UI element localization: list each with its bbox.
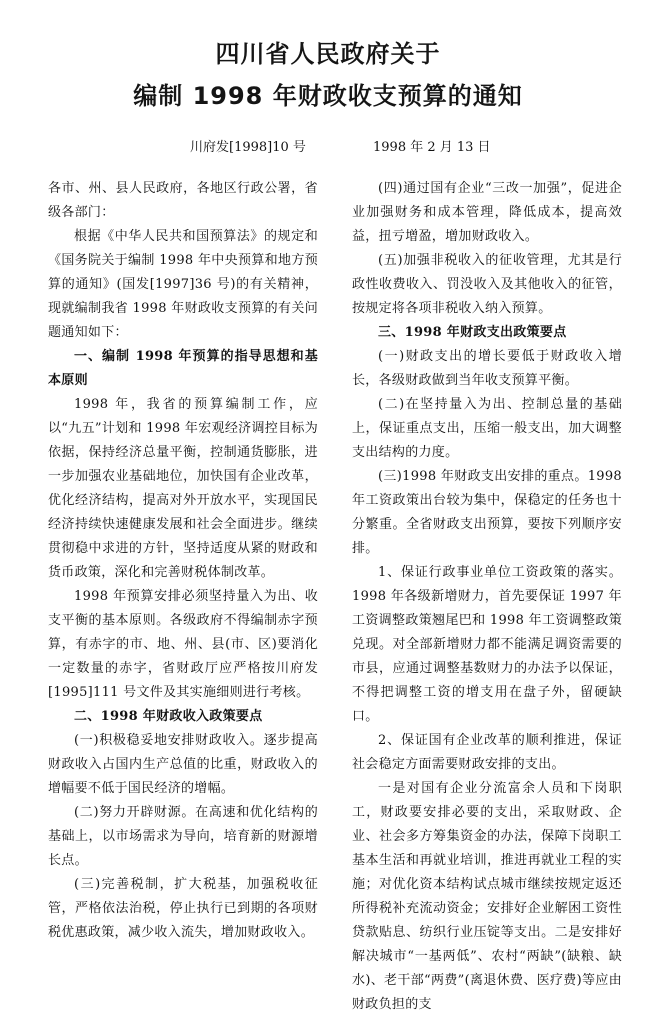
paragraph: 2、保证国有企业改革的顺利推进，保证社会稳定方面需要财政安排的支出。 xyxy=(352,733,622,772)
paragraph: (四)通过国有企业“三改一加强”，促进企业加强财务和成本管理，降低成本，提高效益，扭亏增盈，增加财政收入。 xyxy=(352,181,622,244)
paragraph: (三)完善税制，扩大税基，加强税收征管，严格依法治税，停止执行已到期的各项财税优惠政策，减少收入流失，增加财政收入。 xyxy=(48,877,318,940)
paragraph: 二、1998 年财政收入政策要点 xyxy=(74,709,263,724)
paragraph: (一)积极稳妥地安排财政收入。逐步提高财政收入占国内生产总值的比重，财政收入的增幅要不低于国民经济的增幅。 xyxy=(48,733,318,796)
paragraph: 三、1998 年财政支出政策要点 xyxy=(378,325,567,340)
paragraph: 1、保证行政事业单位工资政策的落实。1998 年各级新增财力，首先要保证 1997 年工资调整政策翘尾巴和 1998 年工资调整政策兑现。对全部新增财力都不能满足调资需要的市县，应通过调整基数财力的办法予以保证，不得把调整工资的增支用在盘子外，留硬缺口。 xyxy=(352,565,622,724)
paragraph: 一、编制 1998 年预算的指导思想和基本原则 xyxy=(48,349,318,388)
document-date: 1998 年 2 月 13 日 xyxy=(373,140,491,155)
paragraph: (二)努力开辟财源。在高速和优化结构的基础上，以市场需求为导向，培育新的财源增长点。 xyxy=(48,805,318,868)
right-column xyxy=(352,177,622,1017)
left-column xyxy=(48,177,318,945)
paragraph: 根据《中华人民共和国预算法》的规定和《国务院关于编制 1998 年中央预算和地方预算的通知》(国发[1997]36 号)的有关精神，现就编制我省 1998 年财政收支预算的有关问题通知如下： xyxy=(48,229,318,340)
document-number: 川府发[1998]10 号 xyxy=(190,140,306,155)
paragraph: (五)加强非税收入的征收管理，尤其是行政性收费收入、罚没收入及其他收入的征管，按规定将各项非税收入纳入预算。 xyxy=(352,253,622,316)
paragraph: 一是对国有企业分流富余人员和下岗职工，财政要安排必要的支出，采取财政、企业、社会多方筹集资金的办法，保障下岗职工基本生活和再就业培训，推进再就业工程的实施；对优化资本结构试点城市继续按规定返还所得税补充流动资金；安排好企业解困工资性贷款贴息、纺织行业压锭等支出。二是安排好解决城市“一基两低”、农村“两缺”(缺粮、缺水)、老干部“两费”(离退休费、医疗费)等应由财政负担的支 xyxy=(352,781,622,1012)
paragraph: 1998 年，我省的预算编制工作，应以“九五”计划和 1998 年宏观经济调控目标为依据，保持经济总量平衡，控制通货膨胀，进一步加强农业基础地位，加快国有企业改革，优化经济结构，提高对外开放水平，实现国民经济持续快速健康发展和社会全面进步。继续贯彻稳中求进的方针，坚持适度从紧的财政和货币政策，深化和完善财税体制改革。 xyxy=(48,397,318,580)
paragraph: (一)财政支出的增长要低于财政收入增长，各级财政做到当年收支预算平衡。 xyxy=(352,349,622,388)
paragraph: (二)在坚持量入为出、控制总量的基础上，保证重点支出，压缩一般支出，加大调整支出结构的力度。 xyxy=(352,397,622,460)
title-line-2: 编制 1998 年财政收支预算的通知 xyxy=(133,82,523,110)
paragraph: 各市、州、县人民政府，各地区行政公署，省级各部门： xyxy=(48,181,318,220)
title-line-1: 四川省人民政府关于 xyxy=(215,40,441,68)
paragraph: (三)1998 年财政支出安排的重点。1998 年工资政策出台较为集中，保稳定的任务也十分繁重。全省财政支出预算，要按下列顺序安排。 xyxy=(352,469,622,556)
paragraph: 1998 年预算安排必须坚持量入为出、收支平衡的基本原则。各级政府不得编制赤字预算，有赤字的市、地、州、县(市、区)要消化一定数量的赤字，省财政厅应严格按川府发[1995]111 号文件及其实施细则进行考核。 xyxy=(48,589,318,700)
